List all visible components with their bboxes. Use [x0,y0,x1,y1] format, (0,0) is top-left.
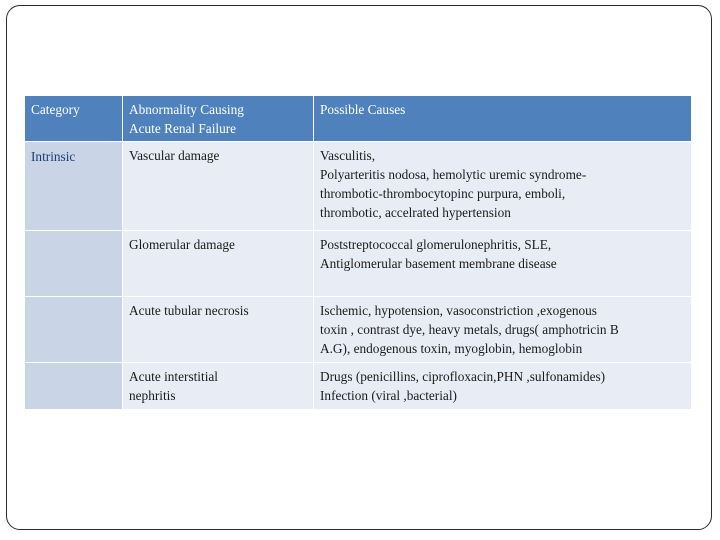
causes-line: thrombotic-thrombocytopinc purpura, emboli, [320,186,566,201]
header-abnormality-line-2: Acute Renal Failure [129,121,237,136]
table-row [25,231,691,297]
causes-cell [314,231,691,297]
causes-line: Infection (viral ,bacterial) [320,388,457,403]
abnormality-line: Acute interstitial [129,369,218,384]
header-abnormality [123,96,314,142]
table-row [25,363,691,410]
causes-line: Vasculitis, [320,148,376,163]
causes-cell [314,297,691,363]
causes-line: Poststreptococcal glomerulonephritis, SLE, [320,237,552,252]
category-cell [25,231,123,297]
category-cell: Intrinsic [25,142,123,231]
abnormality-line: nephritis [129,388,176,403]
causes-cell [314,142,691,231]
header-possible-causes [314,96,691,142]
causes-cell [314,363,691,410]
abnormality-cell [123,297,314,363]
causes-line: Polyarteritis nodosa, hemolytic uremic syndrome- [320,167,587,182]
abnormality-line: Glomerular damage [129,237,235,252]
abnormality-cell [123,142,314,231]
causes-line: thrombotic, accelrated hypertension [320,205,511,220]
abnormality-line: Vascular damage [129,148,220,163]
table-row [25,297,691,363]
causes-line: toxin , contrast dye, heavy metals, drugs( amphotricin B [320,322,619,337]
header-category [25,96,123,142]
causes-line: Antiglomerular basement membrane disease [320,256,557,271]
category-cell [25,363,123,410]
abnormality-cell [123,363,314,410]
causes-line: Drugs (penicillins, ciprofloxacin,PHN ,sulfonamides) [320,369,606,384]
header-abnormality-line-1: Abnormality Causing [129,102,244,117]
abnormality-line: Acute tubular necrosis [129,303,249,318]
category-cell [25,297,123,363]
abnormality-cell [123,231,314,297]
renal-failure-causes-table [25,96,691,410]
table-row [25,142,691,231]
header-category-line: Category [31,102,80,117]
header-causes-line: Possible Causes [320,102,406,117]
causes-line: Ischemic, hypotension, vasoconstriction ,exogenous [320,303,597,318]
causes-line: A.G), endogenous toxin, myoglobin, hemoglobin [320,341,583,356]
table-header-row [25,96,691,142]
